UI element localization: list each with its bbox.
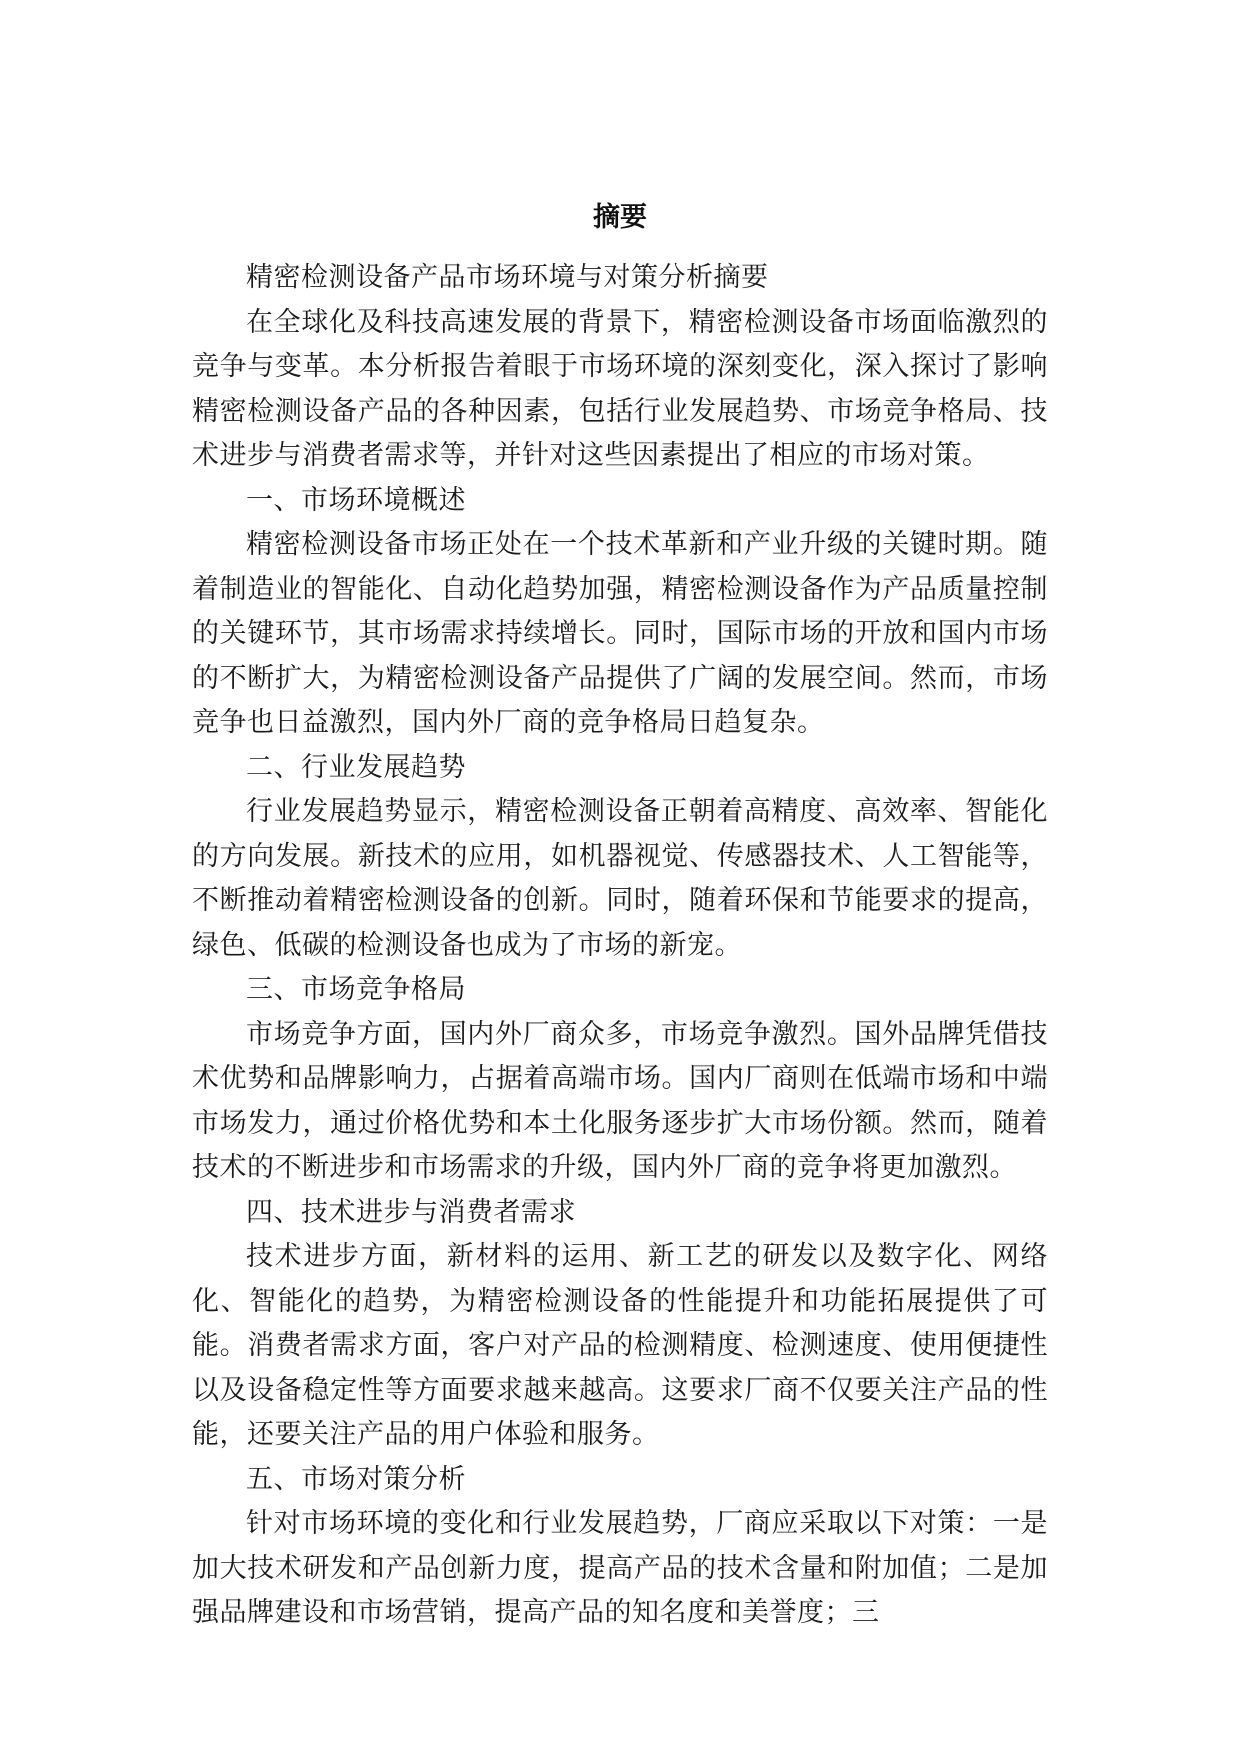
- paragraph-section-5: 针对市场环境的变化和行业发展趋势，厂商应采取以下对策：一是加大技术研发和产品创新力度，提高产品的技术含量和附加值；二是加强品牌建设和市场营销，提高产品的知名度和美誉度；三: [192, 1508, 1048, 1628]
- paragraph-section-4: 技术进步方面，新材料的运用、新工艺的研发以及数字化、网络化、智能化的趋势，为精密检测设备的性能提升和功能拓展提供了可能。消费者需求方面，客户对产品的检测精度、检测速度、使用便捷性以及设备稳定性等方面要求越来越高。这要求厂商不仅要关注产品的性能，还要关注产品的用户体验和服务。: [192, 1241, 1048, 1450]
- document-subtitle: 精密检测设备产品市场环境与对策分析摘要: [246, 262, 769, 293]
- paragraph-section-2: 行业发展趋势显示，精密检测设备正朝着高精度、高效率、智能化的方向发展。新技术的应用，如机器视觉、传感器技术、人工智能等，不断推动着精密检测设备的创新。同时，随着环保和节能要求的提高，绿色、低碳的检测设备也成为了市场的新宠。: [192, 796, 1048, 961]
- section-heading-3: 三、市场竞争格局: [246, 974, 466, 1005]
- section-heading-1: 一、市场环境概述: [246, 484, 466, 516]
- paragraph-section-1: 精密检测设备市场正处在一个技术革新和产业升级的关键时期。随着制造业的智能化、自动化趋势加强，精密检测设备作为产品质量控制的关键环节，其市场需求持续增长。同时，国际市场的开放和国内市场的不断扩大，为精密检测设备产品提供了广阔的发展空间。然而，市场竞争也日益激烈，国内外厂商的竞争格局日趋复杂。: [192, 529, 1048, 738]
- section-heading-2: 二、行业发展趋势: [246, 751, 466, 783]
- document-title: 摘要: [593, 202, 647, 233]
- section-heading-4: 四、技术进步与消费者需求: [246, 1196, 576, 1228]
- section-heading-5: 五、市场对策分析: [246, 1463, 466, 1495]
- document-body: [192, 256, 1048, 1636]
- paragraph-section-3: 市场竞争方面，国内外厂商众多，市场竞争激烈。国外品牌凭借技术优势和品牌影响力，占据着高端市场。国内厂商则在低端市场和中端市场发力，通过价格优势和本土化服务逐步扩大市场份额。然而，随着技术的不断进步和市场需求的升级，国内外厂商的竞争将更加激烈。: [192, 1018, 1048, 1183]
- paragraph-intro: 在全球化及科技高速发展的背景下，精密检测设备市场面临激烈的竞争与变革。本分析报告着眼于市场环境的深刻变化，深入探讨了影响精密检测设备产品的各种因素，包括行业发展趋势、市场竞争格局、技术进步与消费者需求等，并针对这些因素提出了相应的市场对策。: [192, 306, 1048, 471]
